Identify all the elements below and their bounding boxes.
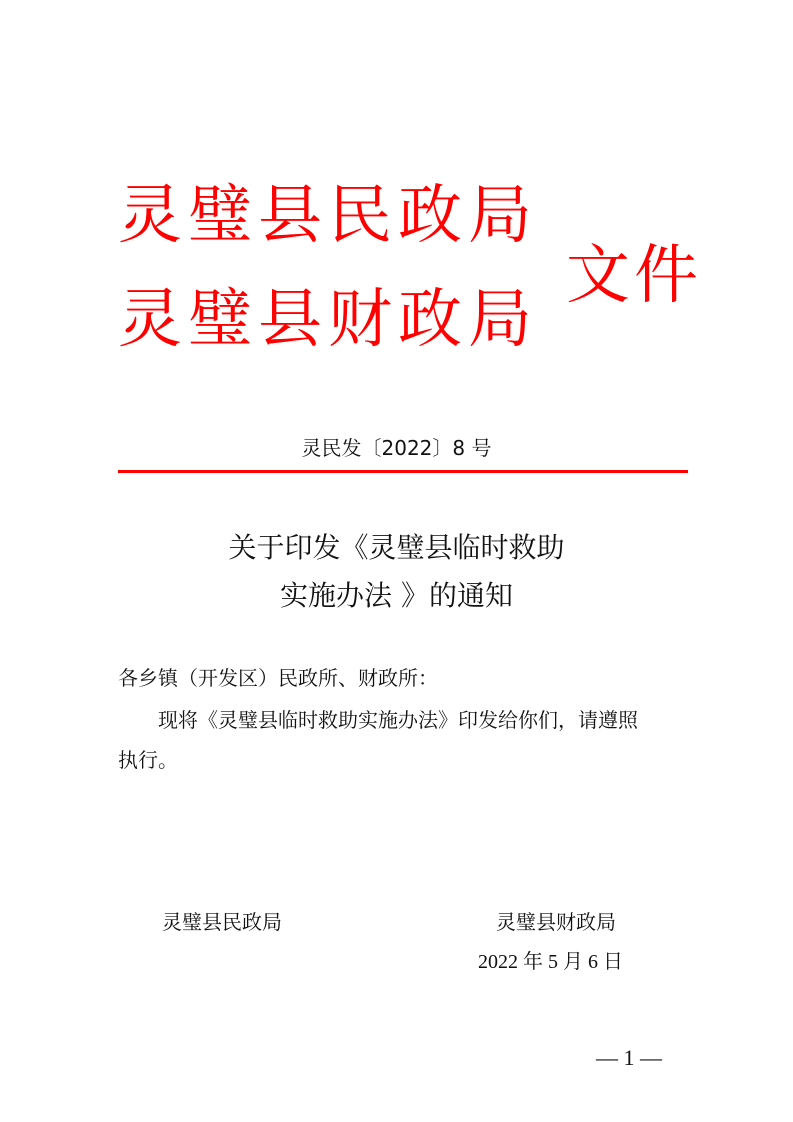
page-number: — 1 — — [596, 1045, 662, 1070]
body-paragraph-line-2: 执行。 — [118, 748, 178, 772]
salutation: 各乡镇（开发区）民政所、财政所： — [118, 666, 438, 690]
notice-title-line-1: 关于印发《灵璧县临时救助 — [228, 531, 565, 564]
header-title-line-2: 灵璧县财政局 — [118, 283, 538, 357]
header-title-line-1: 灵璧县民政局 — [118, 179, 538, 253]
signature-finance-bureau: 灵璧县财政局 — [496, 910, 616, 934]
notice-title-line-2: 实施办法 》的通知 — [280, 579, 513, 612]
body-paragraph-line-1: 现将《灵璧县临时救助实施办法》印发给你们，请遵照 — [158, 708, 638, 732]
header-document-label: 文件 — [566, 239, 702, 313]
signature-date: 2022 年 5 月 6 日 — [478, 951, 623, 973]
red-divider-line — [118, 470, 688, 473]
signature-civil-affairs-bureau: 灵璧县民政局 — [162, 910, 282, 934]
document-number: 灵民发〔2022〕8 号 — [301, 436, 492, 460]
